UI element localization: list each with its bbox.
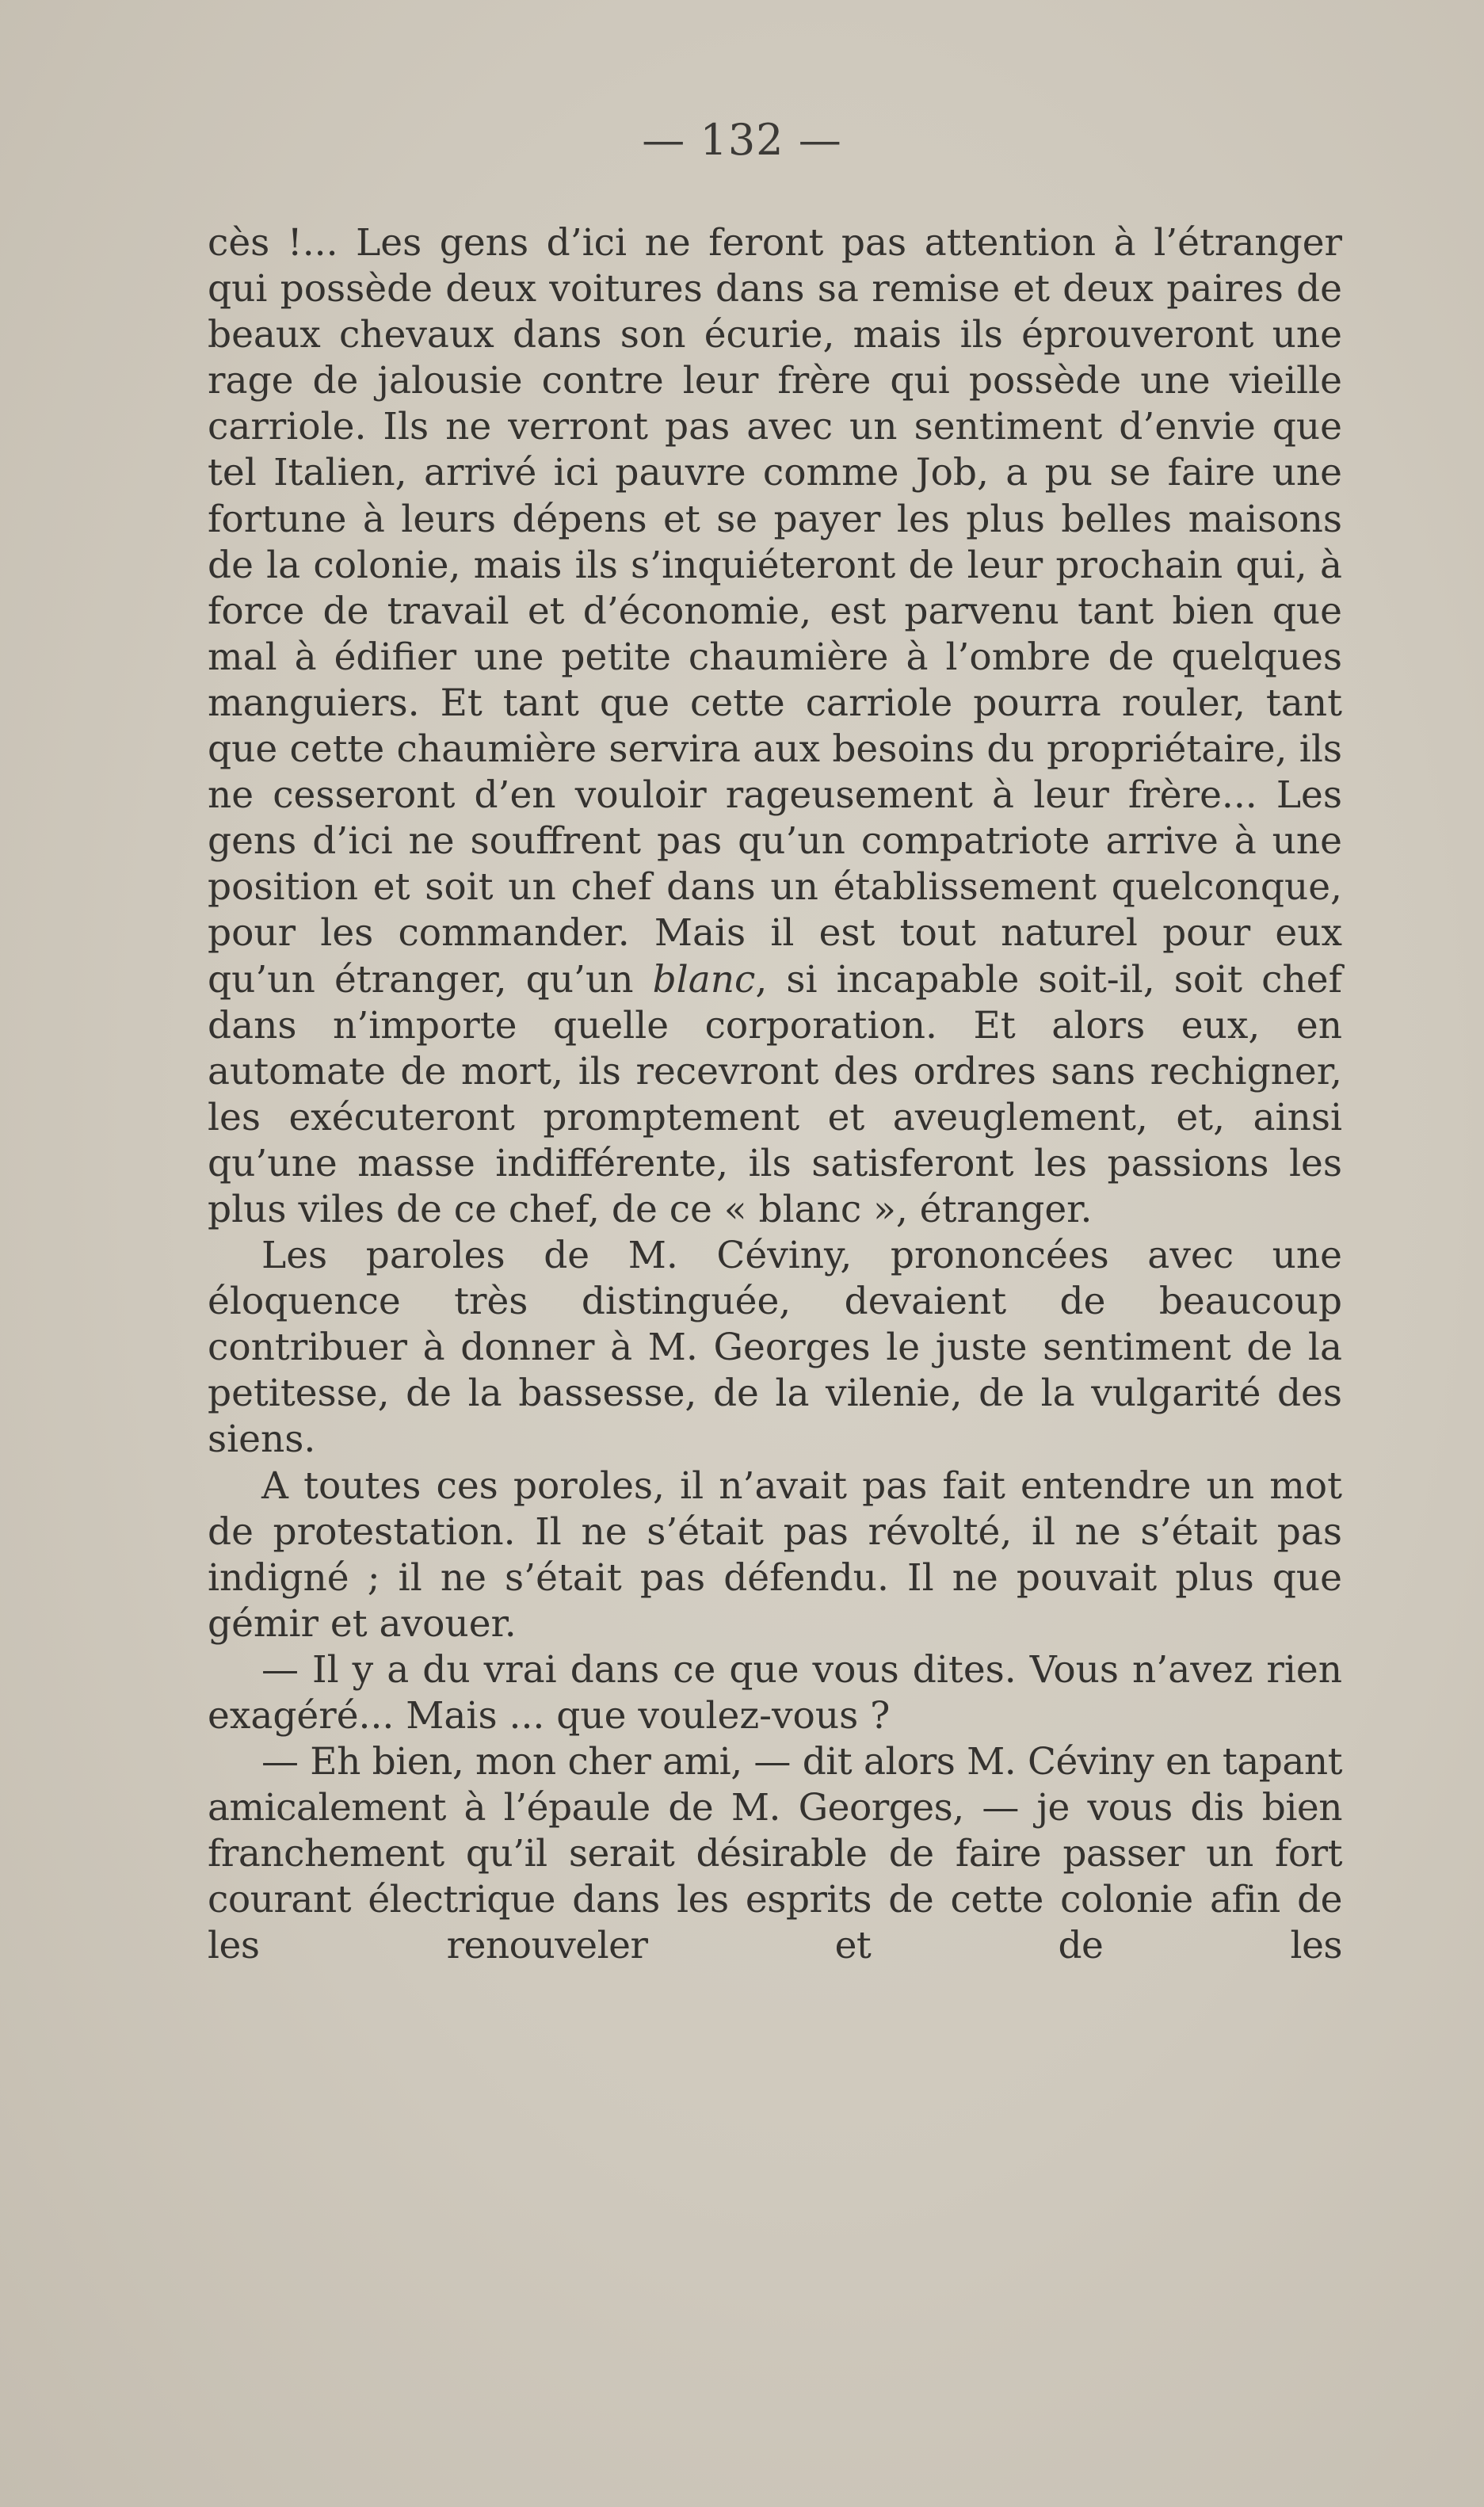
paragraph: — Eh bien, mon cher ami, — dit alors M. Céviny en tapant amicalement à l’épaule de M. Georges, — je vous dis bien franchement qu’il serait désirable de faire passer un fort courant électrique dans les esprits de cette colonie afin de les renouveler et de les [208, 1740, 1342, 1968]
paragraph: Les paroles de M. Céviny, prononcées avec une éloquence très distinguée, devaient de beaucoup contribuer à donner à M. Georges le juste sentiment de la petitesse, de la bassesse, de la vilenie, de la vulgarité des siens. [208, 1234, 1342, 1462]
paragraph-text: , si incapable soit-il, soit chef dans n’importe quelle corporation. Et alors eux, en automate de mort, ils recevront des ordres sans rechigner, les exécuteront promptement et aveuglement, et, ainsi qu’une masse indifférente, ils satisferont les passions les plus viles de ce chef, de ce « blanc », étranger. [208, 957, 1342, 1231]
page-number: — 132 — [642, 115, 842, 165]
paragraph: A toutes ces poroles, il n’avait pas fait entendre un mot de protestation. Il ne s’était pas révolté, il ne s’était pas indigné ; il ne s’était pas défendu. Il ne pouvait plus que gémir et avouer. [208, 1463, 1342, 1646]
italic-word: blanc [652, 957, 756, 1002]
body-text [208, 220, 1342, 1970]
paragraph-text: cès !... Les gens d’ici ne feront pas attention à l’étranger qui possède deux voitures dans sa remise et deux paires de beaux chevaux dans son écurie, mais ils éprouveront une rage de jalousie contre leur frère qui possède une vieille carriole. Ils ne verront pas avec un sentiment d’envie que tel Italien, arrivé ici pauvre comme Job, a pu se faire une fortune à leurs dépens et se payer les plus belles maisons de la colonie, mais ils s’inquiéteront de leur prochain qui, à force de travail et d’économie, est parvenu tant bien que mal à édifier une petite chaumière à l’ombre de quelques manguiers. Et tant que cette carriole pourra rouler, tant que cette chaumière servira aux besoins du propriétaire, ils ne cesseront d’en vouloir rageusement à leur frère... Les gens d’ici ne souffrent pas qu’un compatriote arrive à une position et soit un chef dans un établissement quelconque, pour les commander. Mais il est tout naturel pour eux qu’un étranger, qu’un [208, 221, 1342, 1002]
paragraph: — Il y a du vrai dans ce que vous dites. Vous n’avez rien exagéré... Mais ... que voulez-vous ? [208, 1647, 1342, 1738]
paragraph [208, 220, 1342, 1233]
